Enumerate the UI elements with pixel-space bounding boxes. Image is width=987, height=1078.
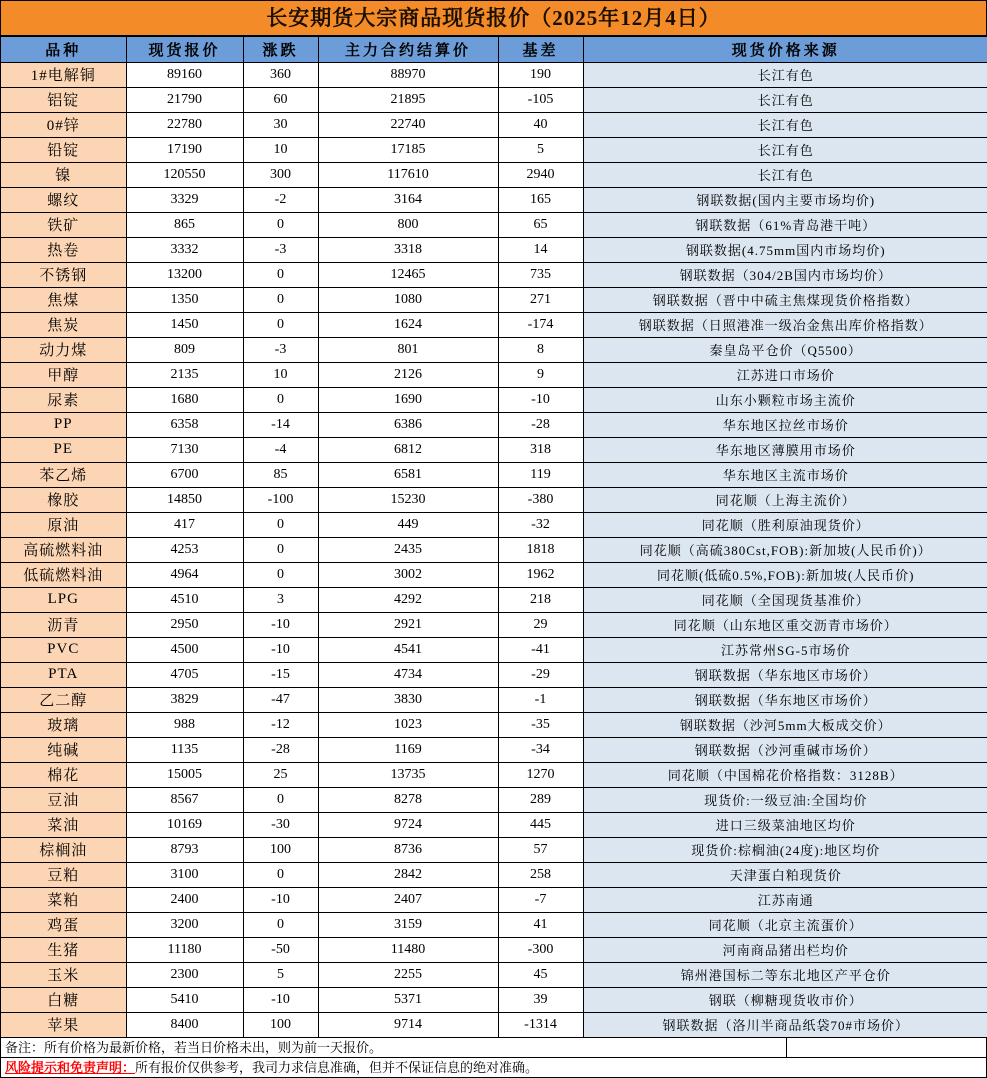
spot-price-cell: 4510 (126, 587, 243, 612)
disclaimer-label: 风险提示和免责声明： (5, 1060, 136, 1075)
variety-cell: 白糖 (1, 987, 126, 1012)
settlement-cell: 1690 (318, 387, 498, 412)
basis-cell: -10 (498, 387, 583, 412)
spot-price-cell: 4964 (126, 562, 243, 587)
table-row (1, 537, 987, 562)
settlement-cell: 2126 (318, 362, 498, 387)
source-cell: 钢联数据（华东地区市场价） (583, 687, 987, 712)
spot-price-cell: 2950 (126, 612, 243, 637)
spot-price-cell: 21790 (126, 87, 243, 112)
settlement-cell: 449 (318, 512, 498, 537)
table-row (1, 687, 987, 712)
basis-cell: 318 (498, 437, 583, 462)
table-row (1, 512, 987, 537)
spot-price-cell: 17190 (126, 137, 243, 162)
spot-price-cell: 120550 (126, 162, 243, 187)
col-header-variety: 品种 (1, 37, 126, 62)
variety-cell: 铅锭 (1, 137, 126, 162)
source-cell: 钢联数据（沙河重碱市场价） (583, 737, 987, 762)
change-cell: 100 (243, 1012, 318, 1037)
settlement-cell: 3830 (318, 687, 498, 712)
table-row (1, 562, 987, 587)
table-row (1, 262, 987, 287)
table-row (1, 487, 987, 512)
table-row (1, 937, 987, 962)
table-row (1, 362, 987, 387)
change-cell: 0 (243, 912, 318, 937)
source-cell: 现货价:棕榈油(24度):地区均价 (583, 837, 987, 862)
note-row (1, 1037, 986, 1058)
source-cell: 同花顺（全国现货基准价） (583, 587, 987, 612)
price-table (1, 37, 987, 1037)
basis-cell: -32 (498, 512, 583, 537)
table-row (1, 412, 987, 437)
basis-cell: 1818 (498, 537, 583, 562)
source-cell: 钢联（柳糖现货收市价） (583, 987, 987, 1012)
basis-cell: 289 (498, 787, 583, 812)
change-cell: 0 (243, 862, 318, 887)
source-cell: 钢联数据（61%青岛港干吨） (583, 212, 987, 237)
variety-cell: 菜粕 (1, 887, 126, 912)
source-cell: 钢联数据（华东地区市场价） (583, 662, 987, 687)
variety-cell: 苹果 (1, 1012, 126, 1037)
basis-cell: 9 (498, 362, 583, 387)
change-cell: 0 (243, 212, 318, 237)
spot-price-cell: 3200 (126, 912, 243, 937)
settlement-cell: 3159 (318, 912, 498, 937)
settlement-cell: 8736 (318, 837, 498, 862)
settlement-cell: 6812 (318, 437, 498, 462)
source-cell: 钢联数据（洛川半商品纸袋70#市场价） (583, 1012, 987, 1037)
variety-cell: 豆油 (1, 787, 126, 812)
basis-cell: -1314 (498, 1012, 583, 1037)
table-row (1, 212, 987, 237)
table-row (1, 862, 987, 887)
col-header-basis: 基差 (498, 37, 583, 62)
change-cell: 0 (243, 287, 318, 312)
header-row (1, 37, 987, 62)
variety-cell: 0#锌 (1, 112, 126, 137)
table-row (1, 737, 987, 762)
source-cell: 江苏常州SG-5市场价 (583, 637, 987, 662)
spot-price-cell: 8793 (126, 837, 243, 862)
settlement-cell: 2407 (318, 887, 498, 912)
settlement-cell: 6386 (318, 412, 498, 437)
settlement-cell: 9714 (318, 1012, 498, 1037)
spot-price-cell: 2300 (126, 962, 243, 987)
basis-cell: 1270 (498, 762, 583, 787)
source-cell: 江苏进口市场价 (583, 362, 987, 387)
settlement-cell: 8278 (318, 787, 498, 812)
table-row (1, 287, 987, 312)
spot-price-cell: 3100 (126, 862, 243, 887)
change-cell: 300 (243, 162, 318, 187)
settlement-cell: 4734 (318, 662, 498, 687)
source-cell: 同花顺(低硫0.5%,FOB):新加坡(人民币价) (583, 562, 987, 587)
source-cell: 长江有色 (583, 62, 987, 87)
settlement-cell: 2435 (318, 537, 498, 562)
col-header-settlement: 主力合约结算价 (318, 37, 498, 62)
variety-cell: 铁矿 (1, 212, 126, 237)
settlement-cell: 22740 (318, 112, 498, 137)
sheet-title: 长安期货大宗商品现货报价（2025年12月4日） (1, 1, 986, 37)
change-cell: 0 (243, 312, 318, 337)
change-cell: 60 (243, 87, 318, 112)
table-row (1, 162, 987, 187)
change-cell: 360 (243, 62, 318, 87)
change-cell: -12 (243, 712, 318, 737)
settlement-cell: 800 (318, 212, 498, 237)
basis-cell: 45 (498, 962, 583, 987)
variety-cell: 豆粕 (1, 862, 126, 887)
basis-cell: -1 (498, 687, 583, 712)
variety-cell: PP (1, 412, 126, 437)
basis-cell: -105 (498, 87, 583, 112)
spot-price-cell: 809 (126, 337, 243, 362)
settlement-cell: 3164 (318, 187, 498, 212)
change-cell: -10 (243, 637, 318, 662)
variety-cell: 1#电解铜 (1, 62, 126, 87)
basis-cell: 39 (498, 987, 583, 1012)
settlement-cell: 88970 (318, 62, 498, 87)
change-cell: -4 (243, 437, 318, 462)
basis-cell: -380 (498, 487, 583, 512)
spot-price-cell: 1450 (126, 312, 243, 337)
change-cell: -3 (243, 337, 318, 362)
spot-price-cell: 22780 (126, 112, 243, 137)
change-cell: 0 (243, 387, 318, 412)
table-row (1, 662, 987, 687)
variety-cell: 生猪 (1, 937, 126, 962)
spot-price-cell: 2135 (126, 362, 243, 387)
source-cell: 钢联数据（304/2B国内市场均价） (583, 262, 987, 287)
change-cell: -47 (243, 687, 318, 712)
settlement-cell: 117610 (318, 162, 498, 187)
variety-cell: 不锈钢 (1, 262, 126, 287)
basis-cell: 445 (498, 812, 583, 837)
spot-price-cell: 417 (126, 512, 243, 537)
table-row (1, 812, 987, 837)
change-cell: 100 (243, 837, 318, 862)
variety-cell: 棕榈油 (1, 837, 126, 862)
table-row (1, 887, 987, 912)
variety-cell: 焦炭 (1, 312, 126, 337)
change-cell: 25 (243, 762, 318, 787)
spot-price-cell: 5410 (126, 987, 243, 1012)
change-cell: -30 (243, 812, 318, 837)
note-text: 备注：所有价格为最新价格，若当日价格未出，则为前一天报价。 (5, 1040, 383, 1055)
change-cell: -10 (243, 987, 318, 1012)
source-cell: 天津蛋白粕现货价 (583, 862, 987, 887)
source-cell: 华东地区薄膜用市场价 (583, 437, 987, 462)
source-cell: 同花顺（上海主流价） (583, 487, 987, 512)
change-cell: -28 (243, 737, 318, 762)
table-row (1, 837, 987, 862)
change-cell: 30 (243, 112, 318, 137)
basis-cell: 41 (498, 912, 583, 937)
basis-cell: 29 (498, 612, 583, 637)
table-row (1, 712, 987, 737)
variety-cell: 鸡蛋 (1, 912, 126, 937)
settlement-cell: 3318 (318, 237, 498, 262)
col-header-change: 涨跌 (243, 37, 318, 62)
basis-cell: 57 (498, 837, 583, 862)
settlement-cell: 11480 (318, 937, 498, 962)
source-cell: 秦皇岛平仓价（Q5500） (583, 337, 987, 362)
source-cell: 钢联数据（沙河5mm大板成交价） (583, 712, 987, 737)
change-cell: 5 (243, 962, 318, 987)
table-row (1, 387, 987, 412)
settlement-cell: 1624 (318, 312, 498, 337)
spot-price-cell: 6358 (126, 412, 243, 437)
basis-cell: 1962 (498, 562, 583, 587)
variety-cell: PE (1, 437, 126, 462)
settlement-cell: 1080 (318, 287, 498, 312)
settlement-cell: 2921 (318, 612, 498, 637)
variety-cell: 焦煤 (1, 287, 126, 312)
table-row (1, 62, 987, 87)
settlement-cell: 5371 (318, 987, 498, 1012)
source-cell: 同花顺（山东地区重交沥青市场价） (583, 612, 987, 637)
spot-price-cell: 2400 (126, 887, 243, 912)
source-cell: 钢联数据（日照港准一级冶金焦出库价格指数） (583, 312, 987, 337)
variety-cell: 玻璃 (1, 712, 126, 737)
source-cell: 长江有色 (583, 87, 987, 112)
basis-cell: 2940 (498, 162, 583, 187)
source-cell: 同花顺（高硫380Cst,FOB):新加坡(人民币价)） (583, 537, 987, 562)
spot-price-cell: 988 (126, 712, 243, 737)
table-row (1, 587, 987, 612)
spot-price-cell: 4500 (126, 637, 243, 662)
source-cell: 华东地区主流市场价 (583, 462, 987, 487)
spot-price-cell: 8567 (126, 787, 243, 812)
change-cell: 0 (243, 537, 318, 562)
basis-cell: -35 (498, 712, 583, 737)
variety-cell: 苯乙烯 (1, 462, 126, 487)
table-row (1, 962, 987, 987)
settlement-cell: 13735 (318, 762, 498, 787)
basis-cell: -34 (498, 737, 583, 762)
variety-cell: 尿素 (1, 387, 126, 412)
basis-cell: 65 (498, 212, 583, 237)
variety-cell: 甲醇 (1, 362, 126, 387)
spot-price-cell: 4705 (126, 662, 243, 687)
basis-cell: 40 (498, 112, 583, 137)
variety-cell: 乙二醇 (1, 687, 126, 712)
settlement-cell: 3002 (318, 562, 498, 587)
settlement-cell: 12465 (318, 262, 498, 287)
source-cell: 河南商品猪出栏均价 (583, 937, 987, 962)
change-cell: 10 (243, 137, 318, 162)
spot-price-cell: 7130 (126, 437, 243, 462)
spot-price-cell: 1680 (126, 387, 243, 412)
spot-price-cell: 3332 (126, 237, 243, 262)
spot-price-cell: 15005 (126, 762, 243, 787)
basis-cell: 119 (498, 462, 583, 487)
source-cell: 钢联数据(4.75mm国内市场均价) (583, 237, 987, 262)
source-cell: 同花顺（胜利原油现货价） (583, 512, 987, 537)
variety-cell: 原油 (1, 512, 126, 537)
variety-cell: 沥青 (1, 612, 126, 637)
basis-cell: -29 (498, 662, 583, 687)
settlement-cell: 17185 (318, 137, 498, 162)
table-body (1, 62, 987, 1037)
settlement-cell: 21895 (318, 87, 498, 112)
source-cell: 现货价:一级豆油:全国均价 (583, 787, 987, 812)
change-cell: 85 (243, 462, 318, 487)
source-cell: 钢联数据(国内主要市场均价) (583, 187, 987, 212)
table-row (1, 237, 987, 262)
variety-cell: 棉花 (1, 762, 126, 787)
change-cell: -15 (243, 662, 318, 687)
source-cell: 江苏南通 (583, 887, 987, 912)
change-cell: -14 (243, 412, 318, 437)
basis-cell: -7 (498, 887, 583, 912)
variety-cell: 高硫燃料油 (1, 537, 126, 562)
variety-cell: 纯碱 (1, 737, 126, 762)
settlement-cell: 15230 (318, 487, 498, 512)
table-row (1, 112, 987, 137)
change-cell: 0 (243, 787, 318, 812)
source-cell: 同花顺（北京主流蛋价） (583, 912, 987, 937)
change-cell: -100 (243, 487, 318, 512)
variety-cell: PVC (1, 637, 126, 662)
basis-cell: -28 (498, 412, 583, 437)
spot-price-cell: 8400 (126, 1012, 243, 1037)
table-row (1, 337, 987, 362)
table-row (1, 612, 987, 637)
spot-price-cell: 89160 (126, 62, 243, 87)
basis-cell: 258 (498, 862, 583, 887)
table-row (1, 137, 987, 162)
spot-price-cell: 1135 (126, 737, 243, 762)
spot-price-cell: 3829 (126, 687, 243, 712)
change-cell: 0 (243, 512, 318, 537)
source-cell: 锦州港国标二等东北地区产平仓价 (583, 962, 987, 987)
basis-cell: 14 (498, 237, 583, 262)
table-row (1, 912, 987, 937)
source-cell: 同花顺（中国棉花价格指数：3128B） (583, 762, 987, 787)
table-row (1, 87, 987, 112)
spot-price-cell: 1350 (126, 287, 243, 312)
table-row (1, 987, 987, 1012)
settlement-cell: 2255 (318, 962, 498, 987)
variety-cell: 玉米 (1, 962, 126, 987)
basis-cell: -300 (498, 937, 583, 962)
basis-cell: 735 (498, 262, 583, 287)
spot-price-cell: 6700 (126, 462, 243, 487)
settlement-cell: 2842 (318, 862, 498, 887)
basis-cell: 190 (498, 62, 583, 87)
change-cell: -10 (243, 612, 318, 637)
settlement-cell: 1023 (318, 712, 498, 737)
spot-price-cell: 10169 (126, 812, 243, 837)
settlement-cell: 801 (318, 337, 498, 362)
basis-cell: -174 (498, 312, 583, 337)
spot-price-cell: 14850 (126, 487, 243, 512)
change-cell: -50 (243, 937, 318, 962)
spot-price-cell: 13200 (126, 262, 243, 287)
variety-cell: 橡胶 (1, 487, 126, 512)
source-cell: 长江有色 (583, 112, 987, 137)
col-header-spot-price: 现货报价 (126, 37, 243, 62)
spot-price-cell: 4253 (126, 537, 243, 562)
table-row (1, 437, 987, 462)
source-cell: 山东小颗粒市场主流价 (583, 387, 987, 412)
basis-cell: 165 (498, 187, 583, 212)
variety-cell: 镍 (1, 162, 126, 187)
settlement-cell: 4292 (318, 587, 498, 612)
variety-cell: 螺纹 (1, 187, 126, 212)
spot-price-cell: 865 (126, 212, 243, 237)
variety-cell: LPG (1, 587, 126, 612)
source-cell: 长江有色 (583, 162, 987, 187)
source-cell: 进口三级菜油地区均价 (583, 812, 987, 837)
variety-cell: 动力煤 (1, 337, 126, 362)
col-header-source: 现货价格来源 (583, 37, 987, 62)
variety-cell: 菜油 (1, 812, 126, 837)
change-cell: 0 (243, 262, 318, 287)
table-row (1, 637, 987, 662)
table-row (1, 462, 987, 487)
variety-cell: 热卷 (1, 237, 126, 262)
disclaimer-text: 所有报价仅供参考，我司力求信息准确，但并不保证信息的绝对准确。 (135, 1060, 539, 1075)
basis-cell: 8 (498, 337, 583, 362)
source-cell: 华东地区拉丝市场价 (583, 412, 987, 437)
spot-price-cell: 11180 (126, 937, 243, 962)
change-cell: 3 (243, 587, 318, 612)
table-row (1, 312, 987, 337)
settlement-cell: 4541 (318, 637, 498, 662)
table-row (1, 762, 987, 787)
variety-cell: 低硫燃料油 (1, 562, 126, 587)
settlement-cell: 6581 (318, 462, 498, 487)
variety-cell: 铝锭 (1, 87, 126, 112)
settlement-cell: 1169 (318, 737, 498, 762)
basis-cell: 5 (498, 137, 583, 162)
spot-price-cell: 3329 (126, 187, 243, 212)
source-cell: 钢联数据（晋中中硫主焦煤现货价格指数） (583, 287, 987, 312)
source-cell: 长江有色 (583, 137, 987, 162)
change-cell: 10 (243, 362, 318, 387)
variety-cell: PTA (1, 662, 126, 687)
basis-cell: 218 (498, 587, 583, 612)
settlement-cell: 9724 (318, 812, 498, 837)
table-row (1, 1012, 987, 1037)
change-cell: -2 (243, 187, 318, 212)
change-cell: -3 (243, 237, 318, 262)
disclaimer-row (1, 1058, 986, 1077)
change-cell: -10 (243, 887, 318, 912)
basis-cell: -41 (498, 637, 583, 662)
change-cell: 0 (243, 562, 318, 587)
basis-cell: 271 (498, 287, 583, 312)
table-row (1, 187, 987, 212)
table-row (1, 787, 987, 812)
